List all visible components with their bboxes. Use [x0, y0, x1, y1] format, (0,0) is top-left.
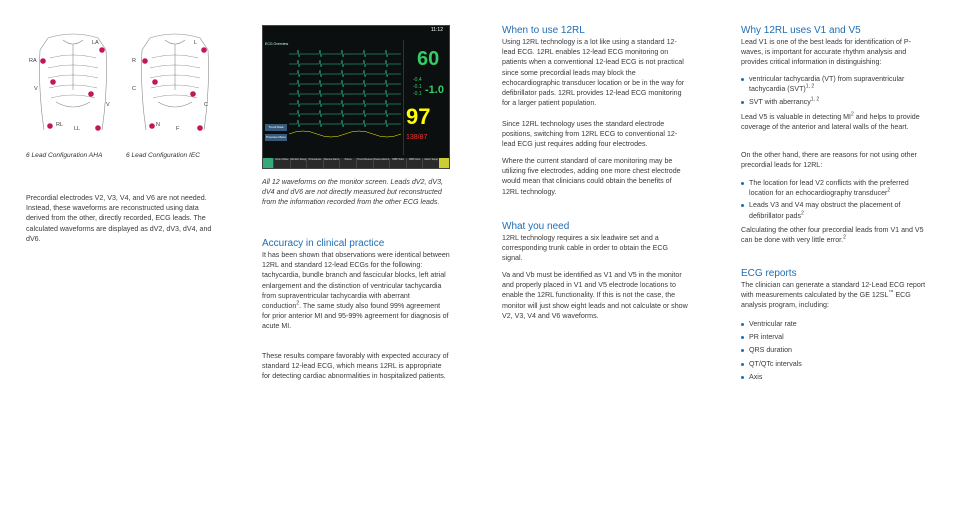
- iec-label-n: N: [156, 122, 160, 128]
- need-paragraph-1: 12RL technology requires a six leadwire set and a corresponding trunk cable in order to obtain the ECG signal.: [502, 234, 669, 263]
- chest-diagram-iec: [130, 30, 220, 140]
- monitor-footer-right-icon[interactable]: [439, 158, 449, 168]
- monitor-st-big: -1.0: [425, 84, 444, 96]
- footer-btn-monitor-setup[interactable]: Monitor Setup: [290, 158, 307, 168]
- accuracy-paragraph-1: It has been shown that observations were identical between 12RL and standard 12-lead ECGs for the following: tachycardia, bundle branch and fascicular blocks, left atrial enlargement and the distinction of ventricular tachycardia from supraventricular tachycardia with aberrant conduction$^2$. The same study also found 99% agreement for prior anterior MI and 95-99% agreement for diagnosis of acute MI.: [262, 251, 450, 331]
- monitor-st-1: -0.4: [413, 77, 422, 83]
- list-item: QRS duration: [741, 345, 927, 355]
- footer-btn-pause-alarms[interactable]: Pause Alarms: [373, 158, 390, 168]
- monitor-spo2: 97: [406, 104, 431, 129]
- list-item: The location for lead V2 conflicts with the preferred location for an echocardiography transducer$^2$: [741, 178, 927, 198]
- monitor-time: 11:12: [430, 27, 443, 33]
- list-item: Axis: [741, 372, 927, 382]
- reports-list: [741, 319, 927, 382]
- monitor-title: ECG Overview: [265, 42, 289, 46]
- monitor-nibp: 138/87: [406, 134, 428, 141]
- need-paragraph-2: Va and Vb must be identified as V1 and V5 in the monitor and properly placed in V1 and V5 electrode locations to enable the 12RL functionality. If this is not the case, the monitor will just show eight leads and not calculate or show V2, V3, V4 and V6 waveforms.: [502, 271, 688, 320]
- footer-btn-zoom[interactable]: Zoom Wave: [273, 158, 290, 168]
- footer-btn-silence[interactable]: Silence Alarm: [323, 158, 340, 168]
- monitor-st-2: -0.1: [413, 84, 422, 90]
- footer-btn-pause[interactable]: Pause: [339, 158, 356, 168]
- reports-paragraph-1: The clinician can generate a standard 12-Lead ECG report with measurements calculated by the GE 12SL™ ECG analysis program, including:: [741, 281, 926, 310]
- iec-label-l: L: [194, 40, 198, 46]
- caption-iec: 6 Lead Configuration IEC: [126, 152, 201, 159]
- iec-label-r: R: [132, 58, 136, 64]
- aha-label-rl: RL: [56, 122, 64, 128]
- aha-label-v1: V: [34, 86, 38, 92]
- when-heading: When to use 12RL: [502, 25, 585, 36]
- when-paragraph-1: Using 12RL technology is a lot like using a standard 12-lead ECG. 12RL enables 12-lead ECG monitoring on patients when a conventional 12-lead ECG is not practical since some precordial leads may block the echocardiographic transducer location or be in the way for defibrillator pads. 12RL provides 12-lead ECG monitoring for a larger patient population.: [502, 38, 685, 108]
- monitor-btn-previous[interactable]: Previous Menu: [265, 135, 286, 139]
- list-item: QT/QTc intervals: [741, 359, 927, 369]
- when-paragraph-2: Since 12RL technology uses the standard electrode positions, switching from 12RL ECG to conventional 12-lead ECG just requires adding four electrodes.: [502, 120, 678, 149]
- need-heading: What you need: [502, 221, 570, 232]
- footer-btn-nibp-auto[interactable]: NIBP Auto: [406, 158, 423, 168]
- list-item: ventricular tachycardia (VT) from supraventricular tachycardia (SVT)$^{1, 2}$: [741, 74, 927, 94]
- why-heading: Why 12RL uses V1 and V5: [741, 25, 861, 36]
- aha-label-v5: V: [106, 102, 110, 108]
- monitor-screenshot: [262, 25, 450, 169]
- why-list: [741, 74, 927, 108]
- iec-label-f: F: [176, 126, 180, 132]
- footer-btn-nibp-start[interactable]: NIBP Start: [389, 158, 406, 168]
- footer-btn-alarm-setup[interactable]: Alarm Setup: [422, 158, 439, 168]
- iec-label-c1: C: [132, 86, 136, 92]
- list-item: SVT with aberrancy$^{1, 2}$: [741, 97, 927, 107]
- caption-aha: 6 Lead Configuration AHA: [26, 152, 103, 159]
- why-paragraph-3: On the other hand, there are reasons for not using other precordial leads for 12RL:: [741, 151, 917, 170]
- why-paragraph-2: Lead V5 is valuable in detecting $MI^2$ and helps to provide coverage of the anterior and lateral walls of the heart.: [741, 111, 920, 132]
- list-item: PR interval: [741, 332, 927, 342]
- aha-label-ll: LL: [74, 126, 81, 132]
- iec-label-c5: C: [204, 102, 208, 108]
- why-paragraph-4: Calculating the other four precordial leads from V1 and V5 can be done with very little error.$^2$: [741, 226, 924, 245]
- accuracy-paragraph-2: These results compare favorably with expected accuracy of standard 12-lead ECG, which means 12RL is appropriate for detecting cardiac abnormalities in hospitalized patients.: [262, 352, 449, 381]
- reasons-list: [741, 178, 927, 221]
- col1-body: Precordial electrodes V2, V3, V4, and V6 are not needed. Instead, these waveforms are reconstructed using data derived from the other, directly recorded, ECG leads. The calculated waveforms are displayed as dV2, dV3, dV4, and dV6.: [26, 194, 212, 243]
- footer-btn-trend[interactable]: Trend Review: [356, 158, 373, 168]
- footer-btn-procedures[interactable]: Procedures: [306, 158, 323, 168]
- reports-heading: ECG reports: [741, 268, 797, 279]
- list-item: Ventricular rate: [741, 319, 927, 329]
- monitor-footer-left-icon[interactable]: [263, 158, 273, 168]
- monitor-btn-trend[interactable]: Trend Data: [265, 124, 287, 131]
- aha-label-ra: RA: [29, 58, 37, 64]
- monitor-hr: 60: [417, 48, 440, 70]
- monitor-caption: All 12 waveforms on the monitor screen. Leads dV2, dV3, dV4 and dV6 are not directly measured but reconstructed from the information recorded from the other ECG leads.: [262, 178, 443, 207]
- monitor-footer: [263, 158, 449, 168]
- why-paragraph-1: Lead V1 is one of the best leads for identification of P-waves, is important for accurate rhythm analysis and provides critical information in distinguishing:: [741, 38, 911, 67]
- accuracy-heading: Accuracy in clinical practice: [262, 238, 385, 249]
- list-item: Leads V3 and V4 may obstruct the placement of defibrillator pads$^2$: [741, 200, 927, 220]
- when-paragraph-3: Where the current standard of care monitoring may be utilizing five electrodes, adding one more chest electrode would mean that clinicians could obtain the benefits of 12RL technology.: [502, 157, 681, 196]
- ecg-waveforms: [289, 48, 401, 140]
- chest-diagram-aha: [28, 30, 118, 140]
- aha-label-la: LA: [92, 40, 99, 46]
- monitor-st-3: -0.1: [413, 91, 422, 97]
